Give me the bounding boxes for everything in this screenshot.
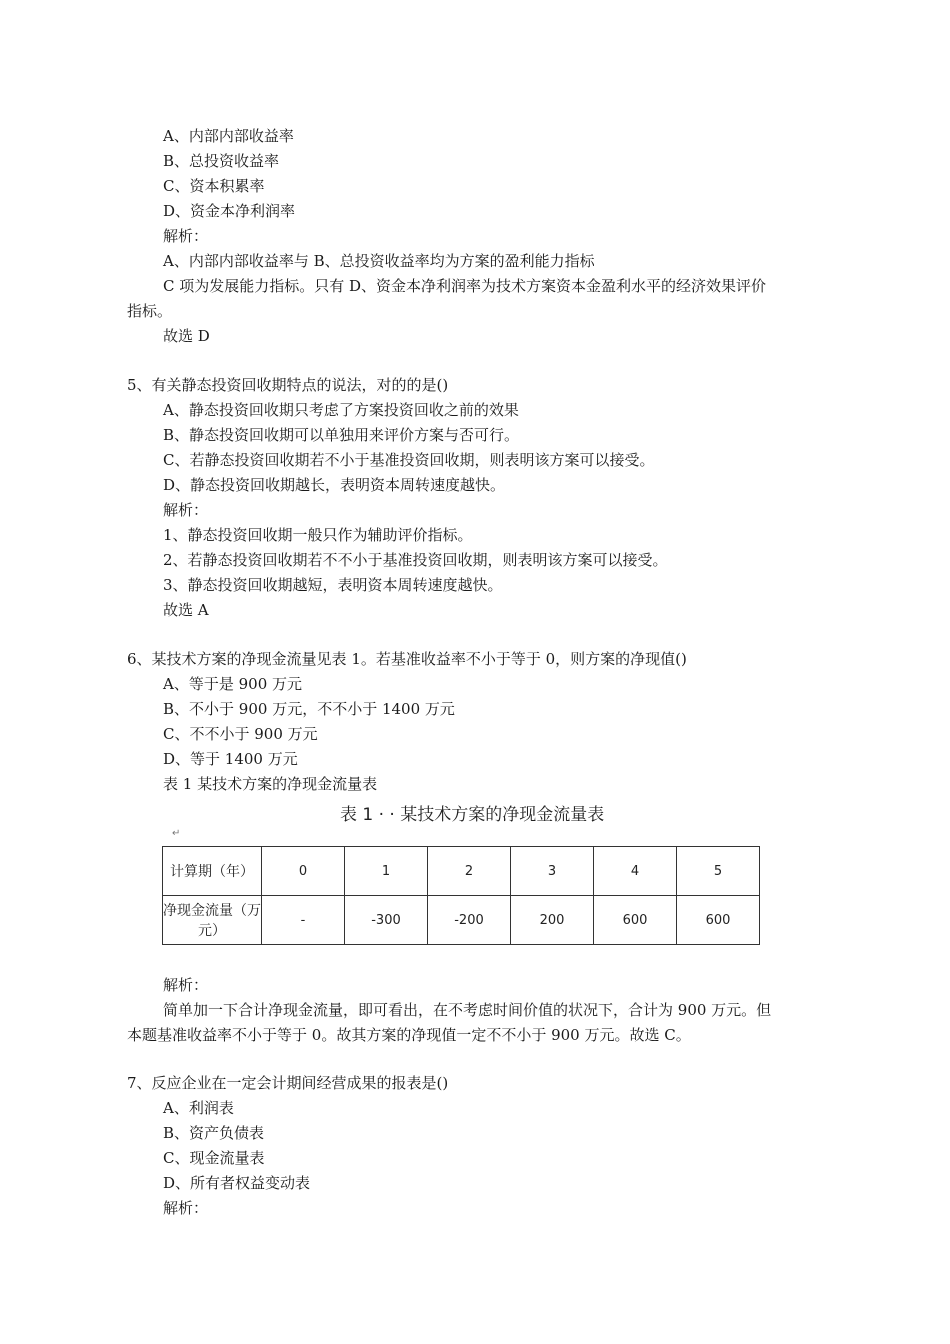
- flow-header-cell: [163, 896, 262, 945]
- q5-question: 5、有关静态投资回收期特点的说法，对的的是(): [127, 376, 449, 394]
- q6-explain-1: 简单加一下合计净现金流量，即可看出，在不考虑时间价值的状况下，合计为 900 万元。但: [163, 1001, 772, 1019]
- table-cell: [345, 896, 428, 945]
- flow-value: -300: [371, 912, 401, 928]
- q4-answer: 故选 D: [163, 327, 210, 345]
- table-cell: [677, 896, 760, 945]
- table-cell: [428, 896, 511, 945]
- table-cell: [594, 896, 677, 945]
- q4-option-d: D、资金本净利润率: [163, 202, 296, 220]
- q6-explain-2: 本题基准收益率不小于等于 0。故其方案的净现值一定不不小于 900 万元。故选 C。: [127, 1026, 691, 1044]
- period-value: 4: [630, 863, 640, 879]
- period-value: 5: [713, 863, 723, 879]
- period-value: 0: [298, 863, 308, 879]
- q4-analysis-line2: C 项为发展能力指标。只有 D、资金本净利润率为技术方案资本金盈利水平的经济效果评价: [163, 277, 767, 295]
- q7-option-c: C、现金流量表: [163, 1149, 265, 1167]
- q5-option-d: D、静态投资回收期越长，表明资本周转速度越快。: [163, 476, 506, 494]
- table-cell: [677, 847, 760, 896]
- q4-option-b: B、总投资收益率: [163, 152, 280, 170]
- q6-question: 6、某技术方案的净现金流量见表 1。若基准收益率不小于等于 0，则方案的净现值(): [127, 650, 687, 668]
- period-value: 1: [381, 863, 391, 879]
- table-cell: [345, 847, 428, 896]
- q7-option-b: B、资产负债表: [163, 1124, 265, 1142]
- q5-analysis-label: 解析：: [163, 501, 209, 519]
- flow-value: 600: [705, 912, 731, 928]
- flow-value: -200: [454, 912, 484, 928]
- q5-option-b: B、静态投资回收期可以单独用来评价方案与否可行。: [163, 426, 520, 444]
- q6-option-d: D、等于 1400 万元: [163, 750, 298, 768]
- cashflow-table-image: [160, 792, 760, 954]
- q4-analysis-line1: A、内部内部收益率与 B、总投资收益率均为方案的盈利能力指标: [163, 252, 595, 270]
- table-row: [163, 847, 760, 896]
- q6-option-a: A、等于是 900 万元: [163, 675, 302, 693]
- q5-explain-1: 1、静态投资回收期一般只作为辅助评价指标。: [163, 526, 473, 544]
- flow-value: 200: [539, 912, 565, 928]
- q5-option-a: A、静态投资回收期只考虑了方案投资回收之前的效果: [163, 401, 519, 419]
- period-header: 计算期（年）: [170, 864, 254, 880]
- table-image-title: 表 1 · · 某技术方案的净现金流量表: [340, 805, 605, 825]
- q7-analysis-label: 解析：: [163, 1199, 209, 1217]
- table-cell: [428, 847, 511, 896]
- flow-header: 净现金流量（万元）: [163, 903, 261, 939]
- q5-answer: 故选 A: [163, 601, 209, 619]
- q6-analysis-label: 解析：: [163, 976, 209, 994]
- table-cell: [594, 847, 677, 896]
- q5-option-c: C、若静态投资回收期若不小于基准投资回收期，则表明该方案可以接受。: [163, 451, 655, 469]
- q5-explain-2: 2、若静态投资回收期若不不小于基准投资回收期，则表明该方案可以接受。: [163, 551, 668, 569]
- period-value: 3: [547, 863, 557, 879]
- period-value: 2: [464, 863, 474, 879]
- q5-explain-3: 3、静态投资回收期越短，表明资本周转速度越快。: [163, 576, 503, 594]
- q4-analysis-line3: 指标。: [127, 302, 173, 320]
- q7-option-d: D、所有者权益变动表: [163, 1174, 311, 1192]
- q4-option-c: C、资本积累率: [163, 177, 265, 195]
- table-cell: [262, 896, 345, 945]
- q4-option-a: A、内部内部收益率: [163, 127, 294, 145]
- q7-option-a: A、利润表: [163, 1099, 234, 1117]
- table-row: [163, 896, 760, 945]
- q4-analysis-label: 解析：: [163, 227, 209, 245]
- flow-value: 600: [622, 912, 648, 928]
- q7-question: 7、反应企业在一定会计期间经营成果的报表是(): [127, 1074, 449, 1092]
- cashflow-table: [162, 846, 760, 945]
- table-cell: [262, 847, 345, 896]
- table-cell: [511, 847, 594, 896]
- q6-option-c: C、不不小于 900 万元: [163, 725, 318, 743]
- table-cell: [511, 896, 594, 945]
- return-mark: ↵: [172, 828, 181, 839]
- q6-option-b: B、不小于 900 万元，不不小于 1400 万元: [163, 700, 455, 718]
- flow-value: -: [300, 912, 306, 928]
- q6-table-caption: 表 1 某技术方案的净现金流量表: [163, 775, 378, 793]
- period-header-cell: [163, 847, 262, 896]
